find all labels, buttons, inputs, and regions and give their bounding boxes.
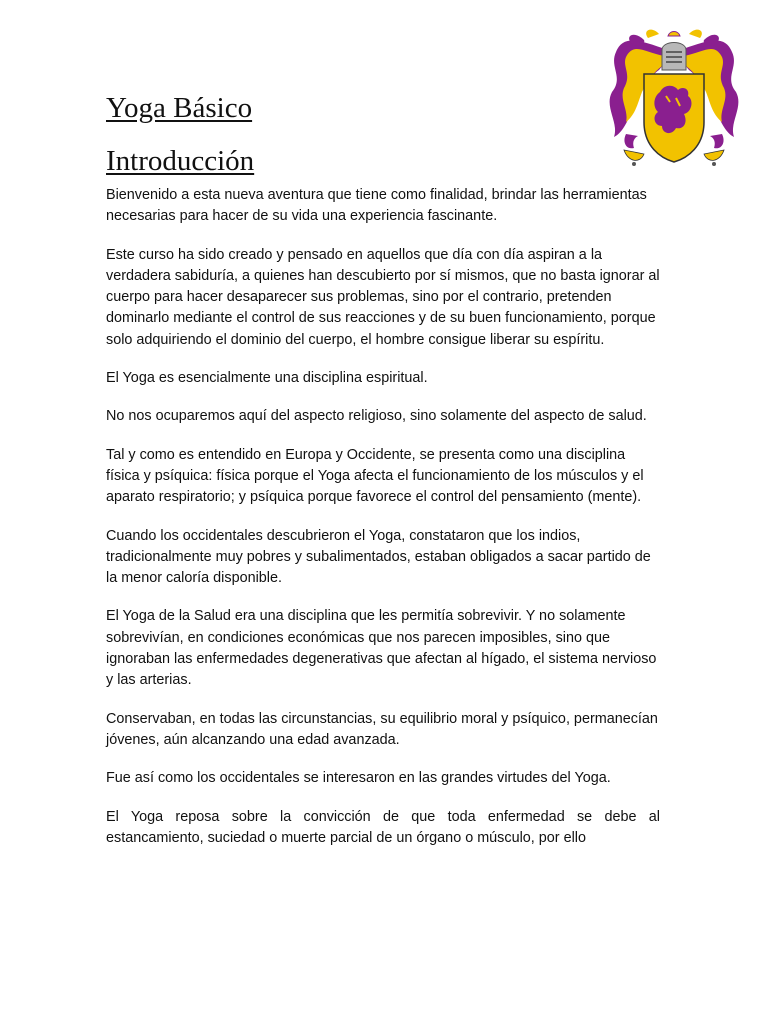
paragraph: Cuando los occidentales descubrieron el Yoga, constataron que los indios, tradicionalmente muy pobres y subalimentados, estaban obligados a sacar partido de la menor caloría disponible.	[106, 527, 651, 587]
paragraph: Conservaban, en todas las circunstancias, su equilibrio moral y psíquico, permanecían jóvenes, aún alcanzando una edad avanzada.	[106, 710, 658, 748]
coat-of-arms-icon	[604, 22, 744, 172]
document-body	[106, 185, 660, 866]
section-heading: Introducción	[106, 145, 255, 177]
paragraph: El Yoga de la Salud era una disciplina que les permitía sobrevivir. Y no solamente sobrevivían, en condiciones económicas que nos parecen imposibles, sino que ignoraban las enfermedades degenerativas que afectan al hígado, el sistema nervioso y las arterias.	[106, 608, 657, 689]
paragraph: El Yoga reposa sobre la convicción de que toda enfermedad se debe al estancamiento, suciedad o muerte parcial de un órgano o músculo, por ello	[106, 808, 660, 846]
document-title: Yoga Básico	[106, 92, 253, 124]
paragraph: Tal y como es entendido en Europa y Occidente, se presenta como una disciplina física y psíquica: física porque el Yoga afecta el funcionamiento de los músculos y el aparato respiratorio; y psíquica porque favorece el control del pensamiento (mente).	[106, 446, 644, 506]
paragraph: No nos ocuparemos aquí del aspecto religioso, sino solamente del aspecto de salud.	[106, 408, 647, 425]
paragraph: Bienvenido a esta nueva aventura que tiene como finalidad, brindar las herramientas necesarias para hacer de su vida una experiencia fascinante.	[106, 187, 647, 225]
paragraph: Fue así como los occidentales se interesaron en las grandes virtudes del Yoga.	[106, 770, 611, 787]
paragraph: Este curso ha sido creado y pensado en aquellos que día con día aspiran a la verdadera sabiduría, a quienes han descubierto por sí mismos, que no basta ignorar al cuerpo para hacer desaparecer sus problemas, sino por el contrario, pretenden dominarlo mediante el control de sus reacciones y de su buen funcionamiento, porque solo adquiriendo el dominio del cuerpo, el hombre consigue liberar su espíritu.	[106, 246, 660, 348]
paragraph: El Yoga es esencialmente una disciplina espiritual.	[106, 370, 428, 387]
